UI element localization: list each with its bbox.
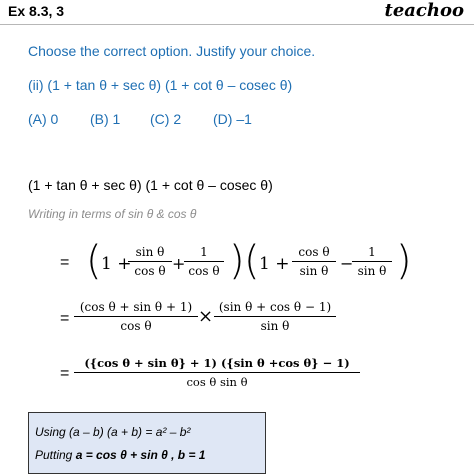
option-c: (C) 2 [150, 111, 182, 127]
teachoo-logo: teachoo [384, 0, 464, 21]
step1-left-paren-1: ( [86, 238, 102, 284]
fraction-denominator: sin θ [260, 319, 290, 333]
solution-expression: (1 + tan θ + sec θ) (1 + cot θ – cosec θ) [28, 177, 273, 193]
step1-plus: + [172, 254, 186, 273]
fraction-denominator: cos θ [134, 264, 166, 278]
fraction-numerator: ({cos θ + sin θ} + 1) ({sin θ +cos θ} − 1) [74, 356, 360, 373]
option-a: (A) 0 [28, 111, 59, 127]
solution-note: Writing in terms of sin θ & cos θ [28, 207, 197, 221]
fraction-denominator: sin θ [299, 264, 329, 278]
step1-fraction-1-over-sin [352, 245, 392, 278]
fraction-denominator: sin θ [357, 264, 387, 278]
question-instruction: Choose the correct option. Justify your choice. [28, 43, 316, 59]
fraction-numerator: cos θ [292, 245, 336, 262]
fraction-numerator: sin θ [128, 245, 172, 262]
step1-minus: − [340, 254, 354, 273]
fraction-numerator: 1 [184, 245, 224, 262]
step1-fraction-cos-over-sin [292, 245, 336, 278]
option-d: (D) –1 [213, 111, 252, 127]
step2-equals: = [60, 310, 70, 327]
hint-substitution-values: a = cos θ + sin θ , b = 1 [75, 448, 206, 462]
fraction-denominator: cos θ [120, 319, 152, 333]
step2-times: × [198, 306, 214, 327]
header-divider [0, 24, 474, 25]
hint-substitution [35, 448, 205, 462]
step2-fraction-right [214, 300, 336, 333]
step1-equals: = [60, 254, 70, 271]
step3-equals: = [60, 365, 70, 382]
question-part: (ii) (1 + tan θ + sec θ) (1 + cot θ – cosec θ) [28, 77, 293, 93]
step1-right-paren-1: ) [229, 238, 245, 284]
hint-identity: Using (a – b) (a + b) = a² – b² [35, 425, 191, 439]
option-b: (B) 1 [90, 111, 121, 127]
step3-fraction [74, 356, 360, 389]
step1-right-paren-2: ) [396, 238, 412, 284]
header-bar [0, 0, 474, 24]
step1-fraction-1-over-cos [184, 245, 224, 278]
fraction-numerator: (sin θ + cos θ − 1) [214, 300, 336, 317]
exercise-title: Ex 8.3, 3 [8, 3, 65, 19]
step1-fraction-sin-over-cos [128, 245, 172, 278]
fraction-numerator: 1 [352, 245, 392, 262]
fraction-denominator: cos θ sin θ [186, 375, 248, 389]
step1-left-paren-2: ( [244, 238, 260, 284]
hint-box [28, 412, 266, 474]
fraction-numerator: (cos θ + sin θ + 1) [74, 300, 198, 317]
step2-fraction-left [74, 300, 198, 333]
fraction-denominator: cos θ [188, 264, 220, 278]
step1-one-plus-2: 1 + [259, 254, 290, 274]
step1-one-plus-1: 1 + [101, 254, 132, 274]
hint-substitution-prefix: Putting [35, 448, 76, 462]
